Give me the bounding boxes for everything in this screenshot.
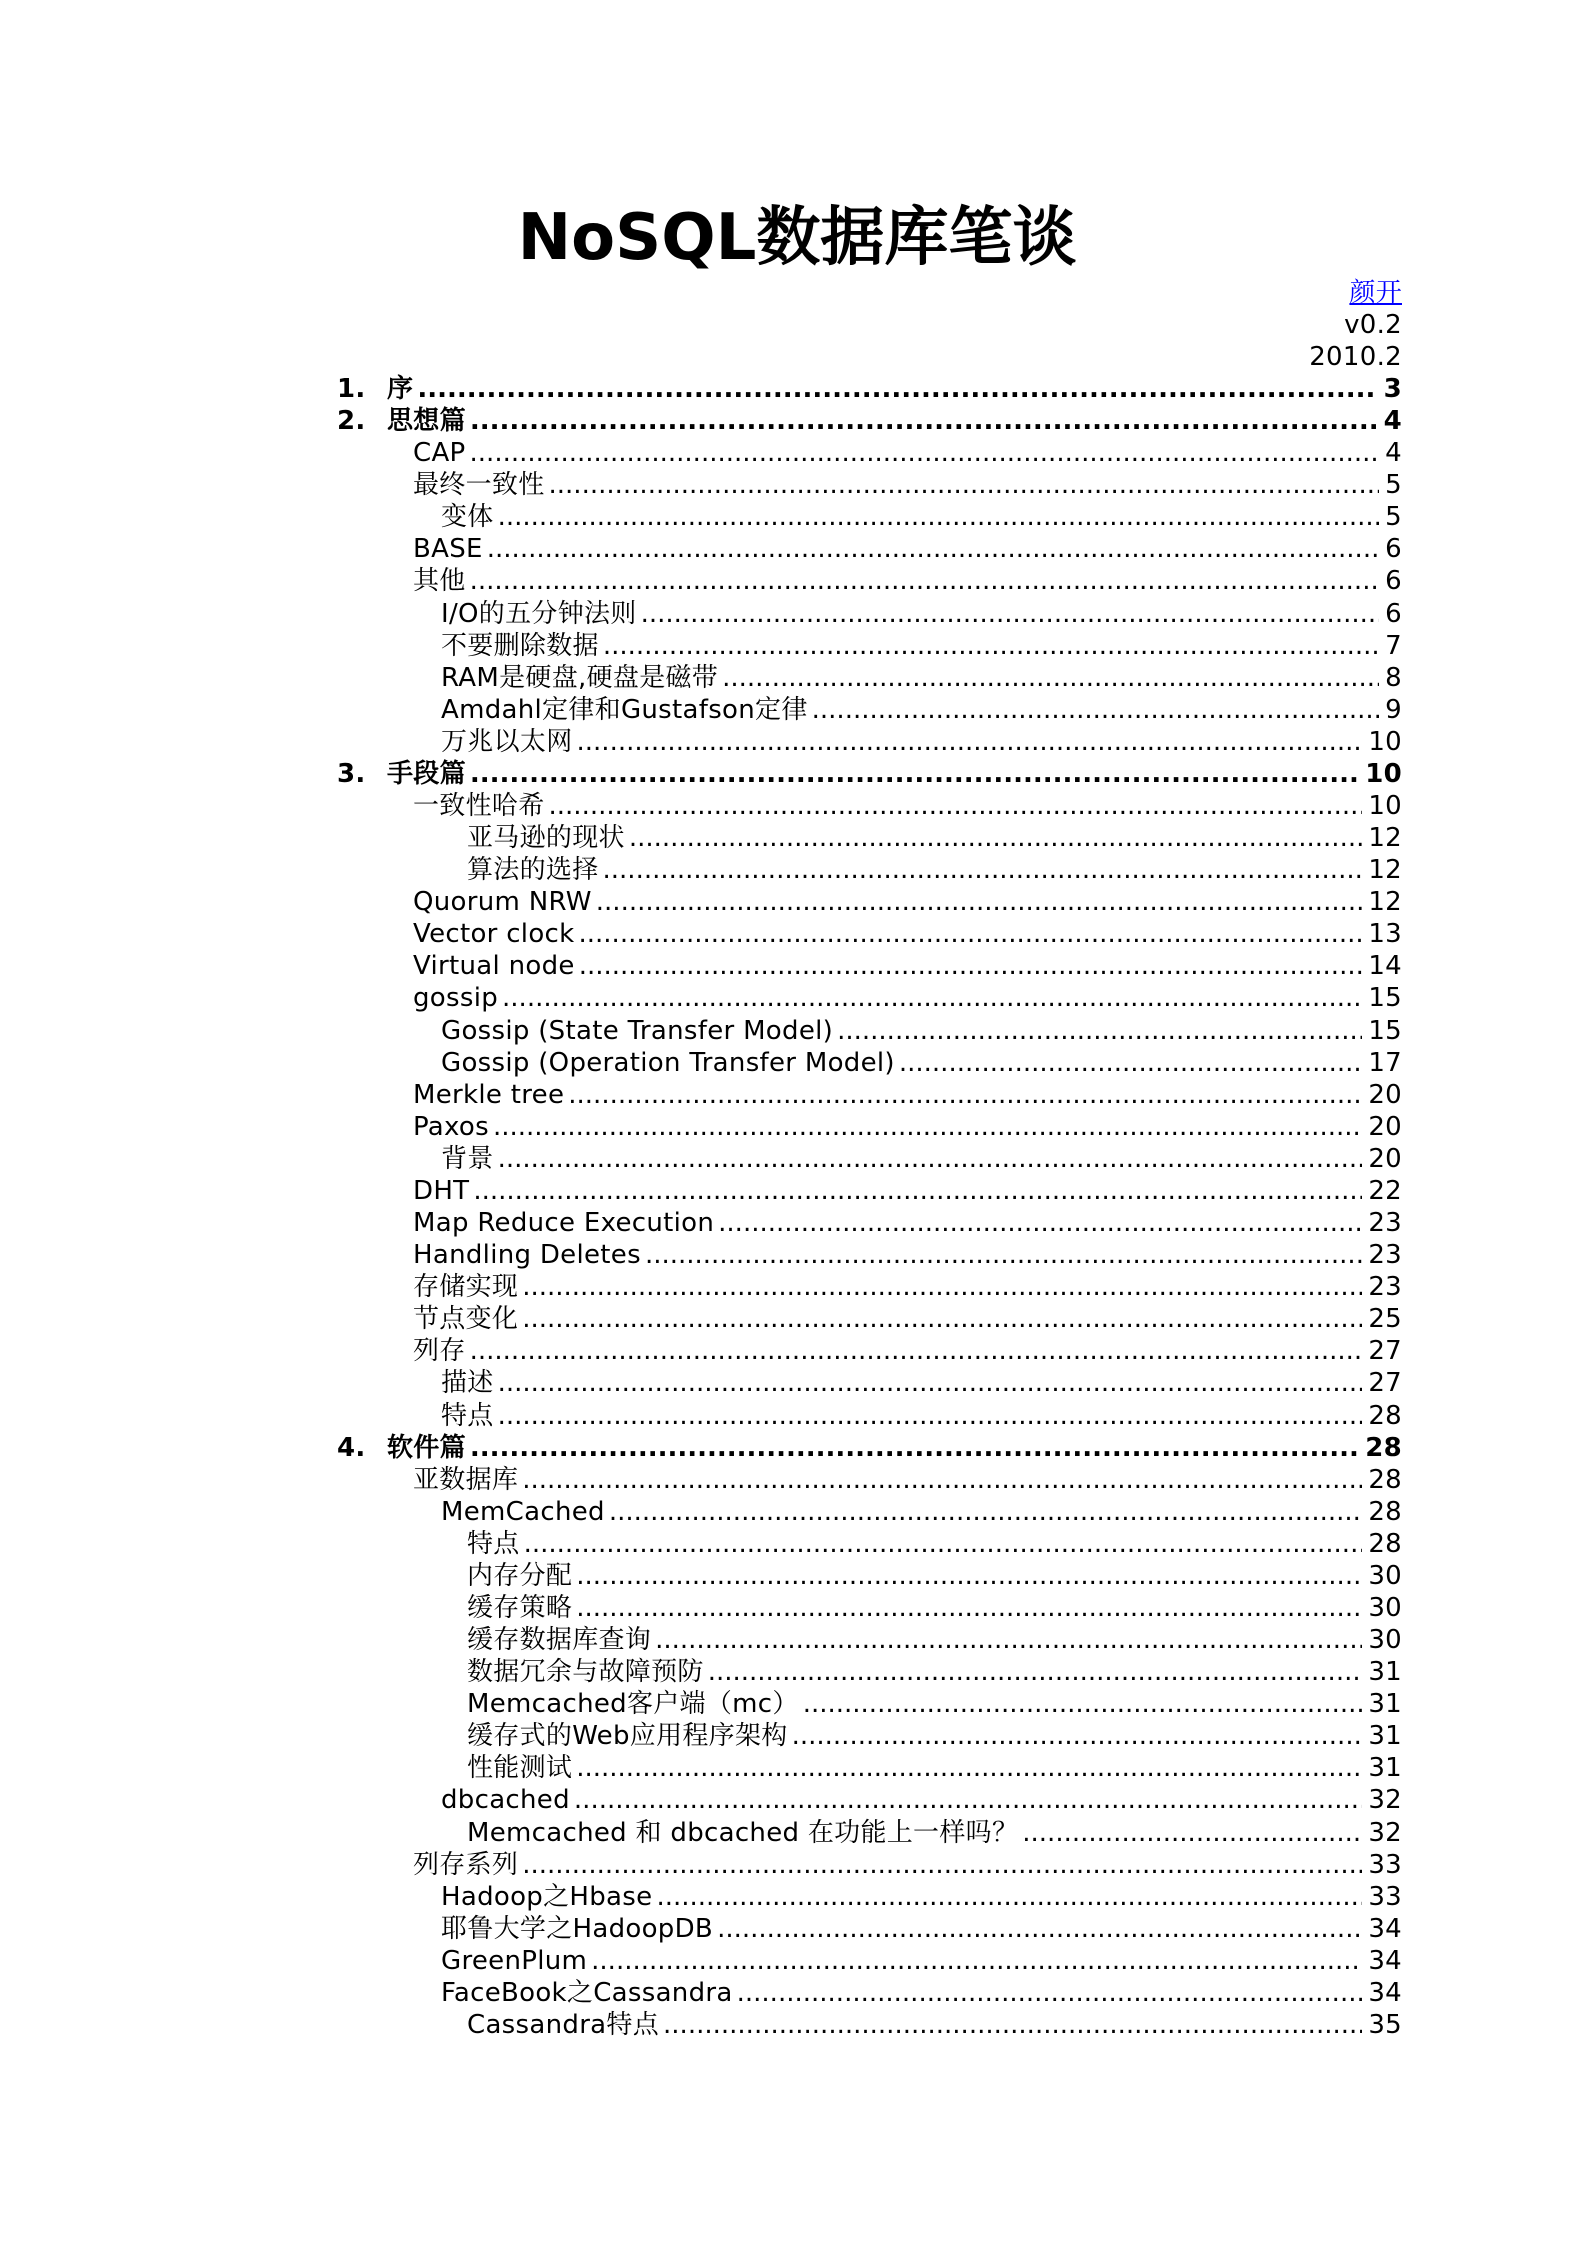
toc-entry-page: 34 [1368, 1977, 1402, 2008]
toc-dot-leader [470, 437, 1380, 469]
toc-dot-leader [792, 1720, 1363, 1752]
toc-entry [337, 918, 1402, 950]
toc-entry-page: 10 [1368, 726, 1402, 757]
toc-dot-leader [524, 1528, 1363, 1560]
toc-entry-title: gossip [413, 983, 499, 1014]
toc-entry [337, 1464, 1402, 1496]
toc-entry-page: 12 [1368, 887, 1402, 918]
toc-entry [337, 1239, 1402, 1271]
toc-entry-title: 不要删除数据 [441, 630, 599, 661]
toc-dot-leader [708, 1656, 1363, 1688]
toc-entry [337, 437, 1402, 469]
toc-dot-leader [629, 822, 1363, 854]
toc-dot-leader [596, 886, 1363, 918]
toc-entry-page: 6 [1385, 598, 1402, 629]
toc-dot-leader [473, 1175, 1362, 1207]
toc-dot-leader [522, 1303, 1362, 1335]
toc-entry-page: 27 [1368, 1368, 1402, 1399]
toc-entry [337, 1400, 1402, 1432]
author-link[interactable]: 颜开 [1349, 278, 1402, 308]
toc-dot-leader [417, 373, 1377, 405]
toc-dot-leader [803, 1688, 1363, 1720]
toc-entry-page: 25 [1368, 1304, 1402, 1335]
toc-entry-title: CAP [413, 438, 466, 469]
toc-entry-title: 节点变化 [413, 1304, 519, 1335]
toc-entry-title: 缓存数据库查询 [467, 1625, 652, 1656]
toc-entry-page: 30 [1368, 1625, 1402, 1656]
toc-entry-title: 万兆以太网 [441, 726, 573, 757]
toc-dot-leader [522, 1271, 1362, 1303]
toc-entry-title: 思想篇 [387, 406, 466, 437]
toc-entry-page: 6 [1385, 566, 1402, 597]
toc-dot-leader [549, 469, 1380, 501]
toc-entry-number: 1. [337, 374, 366, 404]
toc-entry-title: GreenPlum [441, 1945, 588, 1976]
toc-dot-leader [663, 2009, 1362, 2041]
toc-entry [337, 1592, 1402, 1624]
toc-entry-page: 32 [1368, 1785, 1402, 1816]
toc-entry-page: 17 [1368, 1047, 1402, 1078]
toc-entry-page: 34 [1368, 1913, 1402, 1944]
toc-entry-page: 33 [1368, 1849, 1402, 1880]
toc-entry-title: DHT [413, 1175, 470, 1206]
toc-entry [337, 565, 1402, 597]
toc-dot-leader [722, 662, 1379, 694]
toc-entry [337, 2009, 1402, 2041]
toc-entry [337, 469, 1402, 501]
toc-entry-page: 6 [1385, 534, 1402, 565]
toc-entry-page: 12 [1368, 823, 1402, 854]
toc-entry [337, 950, 1402, 982]
toc-entry-title: Quorum NRW [413, 887, 592, 918]
toc-entry [337, 405, 1402, 437]
toc-entry-title: Amdahl定律和Gustafson定律 [441, 694, 808, 725]
toc-entry-page: 31 [1368, 1657, 1402, 1688]
toc-entry-page: 31 [1368, 1689, 1402, 1720]
toc-entry-page: 28 [1365, 1432, 1402, 1463]
toc-entry [337, 1945, 1402, 1977]
toc-entry-page: 5 [1385, 502, 1402, 533]
toc-dot-leader [576, 1592, 1362, 1624]
toc-entry-title: 特点 [441, 1400, 494, 1431]
toc-entry-page: 8 [1385, 662, 1402, 693]
toc-dot-leader [1022, 1817, 1362, 1849]
toc-entry [337, 373, 1402, 405]
toc-entry-page: 14 [1368, 951, 1402, 982]
toc-dot-leader [718, 1207, 1362, 1239]
toc-entry-title: 描述 [441, 1368, 494, 1399]
toc-entry-title: Paxos [413, 1111, 489, 1142]
toc-entry-page: 30 [1368, 1592, 1402, 1623]
toc-dot-leader [603, 630, 1379, 662]
toc-entry-page: 15 [1368, 1015, 1402, 1046]
toc-entry-page: 28 [1368, 1496, 1402, 1527]
toc-entry [337, 1496, 1402, 1528]
toc-entry-title: 性能测试 [467, 1753, 573, 1784]
toc-entry [337, 501, 1402, 533]
toc-dot-leader [498, 1400, 1363, 1432]
toc-entry [337, 1335, 1402, 1367]
toc-entry [337, 982, 1402, 1014]
toc-dot-leader [591, 1945, 1362, 1977]
toc-entry [337, 758, 1402, 790]
toc-entry-title: 缓存策略 [467, 1592, 573, 1623]
toc-entry [337, 598, 1402, 630]
toc-entry [337, 1047, 1402, 1079]
toc-entry-title: 列存 [413, 1336, 466, 1367]
toc-entry-title: Handling Deletes [413, 1240, 641, 1271]
toc-entry-title: dbcached [441, 1785, 570, 1816]
toc-entry-page: 4 [1385, 438, 1402, 469]
toc-dot-leader [579, 950, 1363, 982]
toc-entry [337, 1624, 1402, 1656]
toc-entry [337, 1303, 1402, 1335]
toc-entry [337, 822, 1402, 854]
toc-entry [337, 533, 1402, 565]
toc-entry-title: 缓存式的Web应用程序架构 [467, 1721, 788, 1752]
toc-dot-leader [655, 1624, 1362, 1656]
toc-entry-page: 32 [1368, 1817, 1402, 1848]
toc-entry [337, 1560, 1402, 1592]
toc-entry [337, 1015, 1402, 1047]
toc-entry-title: 其他 [413, 566, 466, 597]
toc-dot-leader [837, 1015, 1362, 1047]
toc-entry-title: 序 [387, 374, 414, 404]
toc-entry-page: 15 [1368, 983, 1402, 1014]
toc-entry-title: 数据冗余与故障预防 [467, 1657, 704, 1688]
toc-entry [337, 1432, 1402, 1464]
toc-entry-page: 33 [1368, 1881, 1402, 1912]
toc-entry [337, 1817, 1402, 1849]
toc-entry-page: 3 [1383, 374, 1402, 404]
toc-entry-title: 存储实现 [413, 1272, 519, 1303]
toc-dot-leader [470, 565, 1380, 597]
toc-entry-page: 9 [1385, 694, 1402, 725]
toc-dot-leader [549, 790, 1363, 822]
toc-entry-title: Memcached 和 dbcached 在功能上一样吗？ [467, 1817, 1019, 1848]
toc-dot-leader [737, 1977, 1363, 2009]
toc-entry-page: 23 [1368, 1208, 1402, 1239]
toc-entry [337, 1752, 1402, 1784]
toc-entry-title: 亚马逊的现状 [467, 823, 625, 854]
toc-entry-page: 35 [1368, 2009, 1402, 2040]
toc-entry [337, 1175, 1402, 1207]
toc-entry-page: 31 [1368, 1721, 1402, 1752]
table-of-contents [337, 373, 1402, 2041]
toc-dot-leader [568, 1079, 1362, 1111]
toc-entry-page: 23 [1368, 1272, 1402, 1303]
document-title: NoSQL数据库笔谈 [517, 201, 1077, 275]
toc-entry [337, 1784, 1402, 1816]
toc-entry-title: 亚数据库 [413, 1464, 519, 1495]
toc-entry-page: 22 [1368, 1175, 1402, 1206]
toc-dot-leader [493, 1111, 1362, 1143]
toc-entry-page: 12 [1368, 855, 1402, 886]
toc-dot-leader [487, 533, 1379, 565]
toc-dot-leader [502, 982, 1362, 1014]
toc-entry-title: Hadoop之Hbase [441, 1881, 653, 1912]
toc-entry [337, 1207, 1402, 1239]
toc-entry-page: 7 [1385, 630, 1402, 661]
toc-dot-leader [641, 598, 1380, 630]
toc-entry-title: 一致性哈希 [413, 791, 545, 822]
toc-entry-title: Cassandra特点 [467, 2009, 660, 2040]
toc-entry-page: 10 [1365, 758, 1402, 789]
toc-entry-page: 30 [1368, 1560, 1402, 1591]
toc-dot-leader [498, 1143, 1363, 1175]
toc-entry-title: I/O的五分钟法则 [441, 598, 637, 629]
toc-entry-title: Merkle tree [413, 1079, 565, 1110]
toc-entry-title: MemCached [441, 1496, 605, 1527]
author-line [802, 277, 1402, 309]
toc-entry [337, 1849, 1402, 1881]
toc-entry [337, 790, 1402, 822]
toc-entry-title: Memcached客户端（mc） [467, 1689, 799, 1720]
toc-entry-page: 20 [1368, 1079, 1402, 1110]
toc-entry-page: 28 [1368, 1400, 1402, 1431]
toc-dot-leader [576, 1560, 1362, 1592]
toc-entry-title: 背景 [441, 1143, 494, 1174]
toc-entry [337, 1881, 1402, 1913]
toc-dot-leader [645, 1239, 1362, 1271]
toc-entry-title: Gossip (Operation Transfer Model) [441, 1047, 895, 1078]
toc-entry-page: 10 [1368, 791, 1402, 822]
toc-entry-number: 3. [337, 758, 366, 789]
version-label: v0.2 [1344, 310, 1402, 341]
toc-dot-leader [470, 758, 1359, 790]
toc-entry [337, 726, 1402, 758]
toc-entry-number: 2. [337, 406, 366, 437]
toc-entry [337, 1111, 1402, 1143]
toc-dot-leader [470, 1432, 1359, 1464]
toc-entry-title: FaceBook之Cassandra [441, 1977, 733, 2008]
toc-entry [337, 662, 1402, 694]
toc-entry-title: BASE [413, 534, 483, 565]
toc-entry-page: 27 [1368, 1336, 1402, 1367]
toc-entry [337, 1079, 1402, 1111]
toc-entry [337, 1913, 1402, 1945]
toc-entry [337, 694, 1402, 726]
toc-entry [337, 1367, 1402, 1399]
toc-dot-leader [522, 1849, 1362, 1881]
toc-entry-page: 13 [1368, 919, 1402, 950]
toc-entry-title: 最终一致性 [413, 470, 545, 501]
document-meta [802, 277, 1402, 373]
toc-entry-page: 5 [1385, 470, 1402, 501]
toc-entry-page: 20 [1368, 1111, 1402, 1142]
toc-dot-leader [899, 1047, 1362, 1079]
toc-entry-page: 28 [1368, 1464, 1402, 1495]
toc-entry [337, 886, 1402, 918]
toc-entry-page: 20 [1368, 1143, 1402, 1174]
toc-dot-leader [498, 501, 1380, 533]
toc-entry [337, 630, 1402, 662]
toc-entry [337, 1720, 1402, 1752]
toc-entry-title: 特点 [467, 1528, 520, 1559]
toc-dot-leader [574, 1784, 1362, 1816]
toc-dot-leader [812, 694, 1380, 726]
toc-entry-title: 软件篇 [387, 1432, 466, 1463]
toc-entry [337, 1977, 1402, 2009]
toc-entry-title: 手段篇 [387, 758, 466, 789]
toc-entry-title: 变体 [441, 502, 494, 533]
toc-entry-page: 31 [1368, 1753, 1402, 1784]
toc-entry [337, 1656, 1402, 1688]
toc-dot-leader [522, 1464, 1362, 1496]
toc-entry [337, 1271, 1402, 1303]
toc-entry [337, 1143, 1402, 1175]
toc-dot-leader [470, 1335, 1363, 1367]
toc-entry-title: 算法的选择 [467, 855, 599, 886]
toc-entry-page: 34 [1368, 1945, 1402, 1976]
toc-dot-leader [579, 918, 1363, 950]
toc-entry-title: 内存分配 [467, 1560, 573, 1591]
toc-dot-leader [656, 1881, 1362, 1913]
toc-entry [337, 854, 1402, 886]
toc-entry-page: 4 [1383, 406, 1402, 437]
toc-entry-title: RAM是硬盘,硬盘是磁带 [441, 662, 719, 693]
toc-dot-leader [576, 1752, 1362, 1784]
toc-dot-leader [717, 1913, 1362, 1945]
toc-dot-leader [577, 726, 1363, 758]
toc-entry-page: 28 [1368, 1528, 1402, 1559]
toc-entry-number: 4. [337, 1432, 366, 1463]
toc-entry [337, 1528, 1402, 1560]
toc-entry-title: Vector clock [413, 919, 575, 950]
toc-dot-leader [470, 405, 1378, 437]
toc-dot-leader [498, 1367, 1363, 1399]
toc-entry-title: 耶鲁大学之HadoopDB [441, 1913, 714, 1944]
toc-dot-leader [609, 1496, 1362, 1528]
toc-entry-page: 23 [1368, 1240, 1402, 1271]
toc-entry-title: Virtual node [413, 951, 575, 982]
toc-entry-title: 列存系列 [413, 1849, 519, 1880]
toc-entry-title: Gossip (State Transfer Model) [441, 1015, 834, 1046]
date-label: 2010.2 [1309, 342, 1402, 373]
toc-dot-leader [603, 854, 1363, 886]
toc-entry [337, 1688, 1402, 1720]
toc-entry-title: Map Reduce Execution [413, 1208, 715, 1239]
